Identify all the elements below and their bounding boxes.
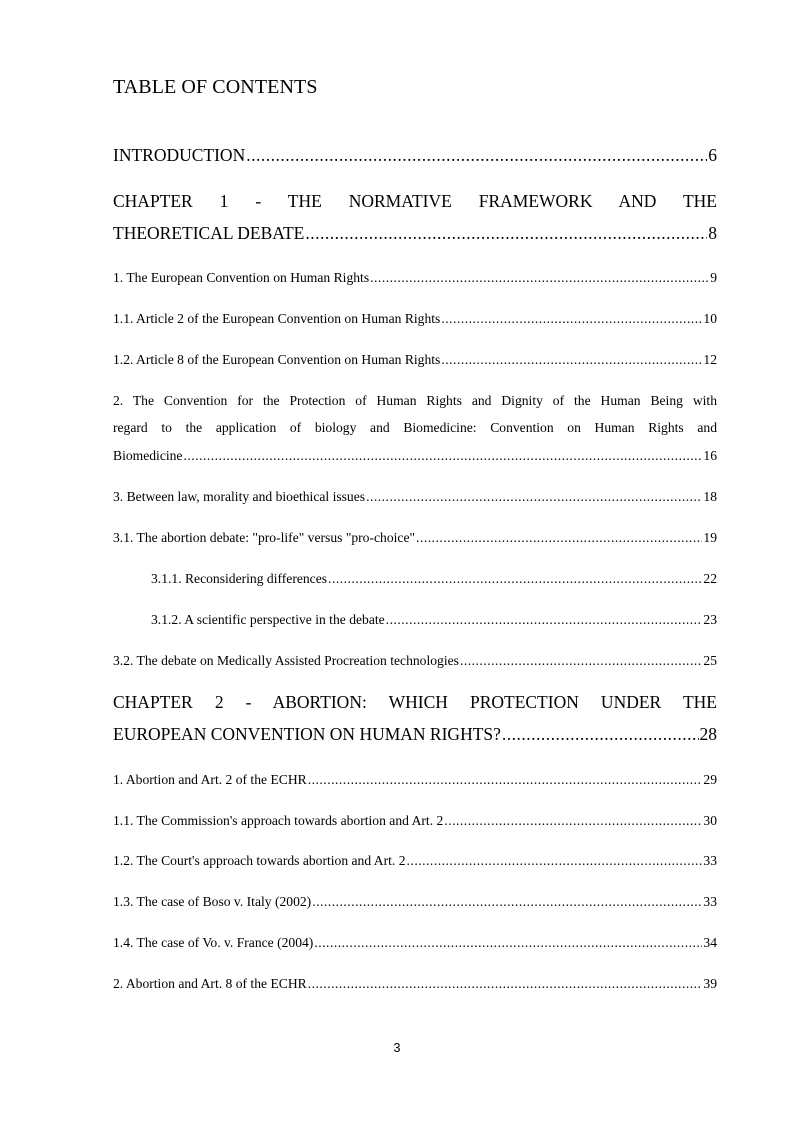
toc-entry-label: 3.2. The debate on Medically Assisted Procreation technologies bbox=[113, 653, 459, 668]
leader-dots bbox=[246, 145, 707, 166]
leader-dots bbox=[444, 813, 702, 829]
toc-entry-label: 3.1.2. A scientific perspective in the debate bbox=[151, 612, 385, 627]
toc-entry-label: 3. Between law, morality and bioethical issues bbox=[113, 489, 366, 504]
toc-entry-label: Biomedicine bbox=[113, 448, 183, 463]
toc-entry-page: 33 bbox=[703, 853, 717, 868]
toc-entry-page: 34 bbox=[703, 935, 717, 950]
leader-dots bbox=[460, 653, 702, 669]
toc-entry[interactable] bbox=[151, 612, 717, 628]
leader-dots bbox=[502, 724, 699, 745]
leader-dots bbox=[416, 530, 702, 546]
toc-entry-label: 3.1. The abortion debate: "pro-life" versus "pro-choice" bbox=[113, 530, 416, 545]
toc-entry-label: 3.1.1. Reconsidering differences bbox=[151, 571, 328, 586]
leader-dots bbox=[370, 270, 709, 286]
toc-chapter2-line2[interactable] bbox=[113, 724, 717, 745]
leader-dots bbox=[308, 976, 703, 992]
leader-dots bbox=[441, 311, 702, 327]
toc-chapter1-line2[interactable] bbox=[113, 223, 717, 244]
toc-entry-page: 6 bbox=[708, 145, 717, 165]
toc-entry[interactable] bbox=[113, 270, 717, 286]
leader-dots bbox=[305, 223, 707, 244]
toc-entry[interactable] bbox=[113, 489, 717, 505]
toc-entry[interactable] bbox=[113, 352, 717, 368]
toc-entry[interactable] bbox=[113, 894, 717, 910]
toc-entry-label: 1.3. The case of Boso v. Italy (2002) bbox=[113, 894, 312, 909]
toc-entry-label: 1. Abortion and Art. 2 of the ECHR bbox=[113, 772, 307, 787]
toc-entry-page: 23 bbox=[703, 612, 717, 627]
toc-entry-label: 1.2. The Court's approach towards abortion and Art. 2 bbox=[113, 853, 406, 868]
leader-dots bbox=[314, 935, 702, 951]
leader-dots bbox=[386, 612, 703, 628]
leader-dots bbox=[407, 853, 703, 869]
leader-dots bbox=[183, 448, 702, 464]
toc-convention-line2[interactable]: regard to the application of biology and Biomedicine: Convention on Human Rights and bbox=[113, 420, 717, 435]
leader-dots bbox=[441, 352, 702, 368]
leader-dots bbox=[328, 571, 702, 587]
toc-entry-page: 39 bbox=[703, 976, 717, 991]
leader-dots bbox=[366, 489, 702, 505]
toc-entry-page: 8 bbox=[708, 223, 717, 243]
toc-entry-label: 1.2. Article 8 of the European Convention on Human Rights bbox=[113, 352, 441, 367]
toc-entry[interactable] bbox=[113, 976, 717, 992]
toc-entry-page: 22 bbox=[703, 571, 717, 586]
toc-entry[interactable] bbox=[151, 571, 717, 587]
toc-entry-page: 18 bbox=[703, 489, 717, 504]
toc-entry[interactable] bbox=[113, 853, 717, 869]
toc-entry-label: 1.1. Article 2 of the European Convention on Human Rights bbox=[113, 311, 441, 326]
toc-entry-page: 9 bbox=[710, 270, 717, 285]
toc-chapter1-line1[interactable]: CHAPTER 1 - THE NORMATIVE FRAMEWORK AND THE bbox=[113, 191, 717, 211]
toc-convention-line1[interactable]: 2. The Convention for the Protection of Human Rights and Dignity of the Human Being with bbox=[113, 393, 717, 408]
toc-convention-line3[interactable] bbox=[113, 448, 717, 464]
toc-entry[interactable] bbox=[113, 935, 717, 951]
toc-chapter2-line1[interactable]: CHAPTER 2 - ABORTION: WHICH PROTECTION UNDER THE bbox=[113, 692, 717, 712]
toc-entry[interactable] bbox=[113, 813, 717, 829]
toc-entry-label: 1. The European Convention on Human Rights bbox=[113, 270, 370, 285]
toc-entry-page: 25 bbox=[703, 653, 717, 668]
toc-entry-page: 29 bbox=[703, 772, 717, 787]
toc-entry-label: 1.1. The Commission's approach towards abortion and Art. 2 bbox=[113, 813, 444, 828]
toc-entry[interactable] bbox=[113, 653, 717, 669]
toc-entry-label: INTRODUCTION bbox=[113, 145, 246, 165]
toc-entry-label: EUROPEAN CONVENTION ON HUMAN RIGHTS? bbox=[113, 724, 501, 744]
toc-entry-label: 2. Abortion and Art. 8 of the ECHR bbox=[113, 976, 307, 991]
leader-dots bbox=[312, 894, 702, 910]
toc-entry-introduction[interactable] bbox=[113, 145, 717, 166]
toc-entry-page: 28 bbox=[699, 724, 717, 744]
toc-entry-page: 19 bbox=[703, 530, 717, 545]
toc-entry-label: THEORETICAL DEBATE bbox=[113, 223, 305, 243]
toc-entry-page: 16 bbox=[703, 448, 717, 463]
toc-entry[interactable] bbox=[113, 772, 717, 788]
toc-entry-page: 10 bbox=[703, 311, 717, 326]
toc-entry-page: 12 bbox=[703, 352, 717, 367]
page-number: 3 bbox=[393, 1041, 401, 1055]
toc-entry[interactable] bbox=[113, 311, 717, 327]
toc-entry-page: 30 bbox=[703, 813, 717, 828]
leader-dots bbox=[308, 772, 703, 788]
toc-title: TABLE OF CONTENTS bbox=[113, 76, 318, 98]
toc-entry[interactable] bbox=[113, 530, 717, 546]
toc-entry-label: 1.4. The case of Vo. v. France (2004) bbox=[113, 935, 314, 950]
toc-entry-page: 33 bbox=[703, 894, 717, 909]
